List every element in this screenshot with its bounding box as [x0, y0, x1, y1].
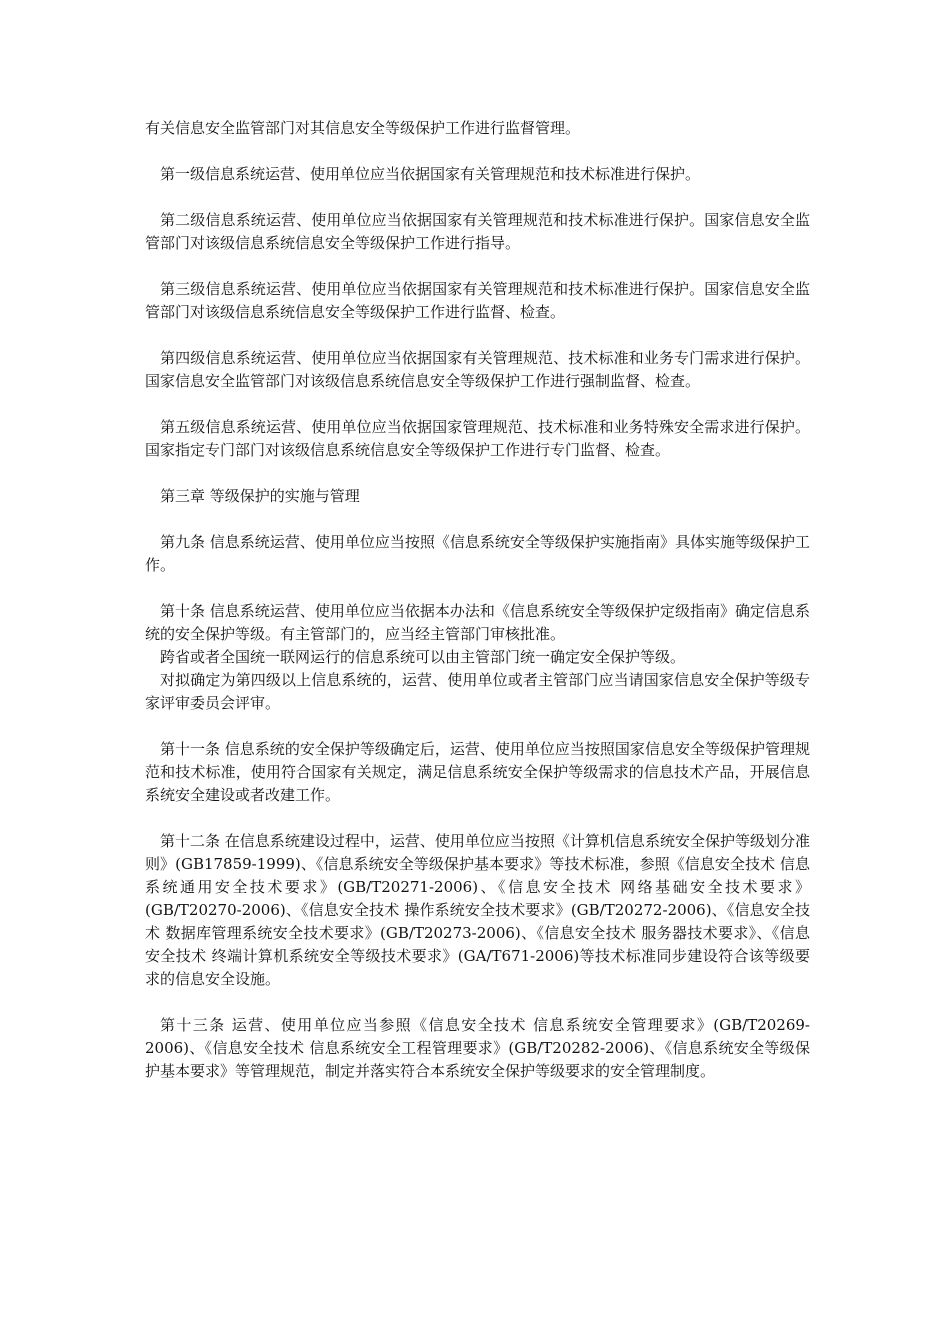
article-9: 第九条 信息系统运营、使用单位应当按照《信息系统安全等级保护实施指南》具体实施等级保护工作。 [145, 533, 810, 574]
paragraph-level-3: 第三级信息系统运营、使用单位应当依据国家有关管理规范和技术标准进行保护。国家信息安全监管部门对该级信息系统信息安全等级保护工作进行监督、检查。 [145, 280, 810, 321]
chapter-heading: 第三章 等级保护的实施与管理 [160, 487, 360, 505]
document-page [145, 117, 810, 1083]
paragraph-level-5: 第五级信息系统运营、使用单位应当依据国家管理规范、技术标准和业务特殊安全需求进行保护。国家指定专门部门对该级信息系统信息安全等级保护工作进行专门监督、检查。 [145, 418, 810, 459]
paragraph-level-1: 第一级信息系统运营、使用单位应当依据国家有关管理规范和技术标准进行保护。 [160, 165, 701, 183]
article-10-clause-2: 跨省或者全国统一联网运行的信息系统可以由主管部门统一确定安全保护等级。 [160, 648, 686, 666]
article-12: 第十二条 在信息系统建设过程中，运营、使用单位应当按照《计算机信息系统安全保护等级划分准则》(GB17859-1999)、《信息系统安全等级保护基本要求》等技术标准，参照《信息安全技术 信息系统通用安全技术要求》(GB/T20271-2006)、《信息安全技术 网络基础安全技术要求》(GB/T20270-2006)、《信息安全技术 操作系统安全技术要求》(GB/T20272-2006)、《信息安全技术 数据库管理系统安全技术要求》(GB/T20273-2006)、《信息安全技术 服务器技术要求》、《信息安全技术 终端计算机系统安全等级技术要求》(GA/T671-2006)等技术标准同步建设符合该等级要求的信息安全设施。 [145, 832, 810, 988]
paragraph-level-4: 第四级信息系统运营、使用单位应当依据国家有关管理规范、技术标准和业务专门需求进行保护。国家信息安全监管部门对该级信息系统信息安全等级保护工作进行强制监督、检查。 [145, 349, 810, 390]
paragraph-level-2: 第二级信息系统运营、使用单位应当依据国家有关管理规范和技术标准进行保护。国家信息安全监管部门对该级信息系统信息安全等级保护工作进行指导。 [145, 211, 810, 252]
article-10: 第十条 信息系统运营、使用单位应当依据本办法和《信息系统安全等级保护定级指南》确定信息系统的安全保护等级。有主管部门的，应当经主管部门审核批准。 [145, 602, 810, 643]
article-13: 第十三条 运营、使用单位应当参照《信息安全技术 信息系统安全管理要求》(GB/T20269-2006)、《信息安全技术 信息系统安全工程管理要求》(GB/T20282-2006)、《信息系统安全等级保护基本要求》等管理规范，制定并落实符合本系统安全保护等级要求的安全管理制度。 [145, 1016, 810, 1080]
article-11: 第十一条 信息系统的安全保护等级确定后，运营、使用单位应当按照国家信息安全等级保护管理规范和技术标准，使用符合国家有关规定，满足信息系统安全保护等级需求的信息技术产品，开展信息系统安全建设或者改建工作。 [145, 740, 810, 804]
article-10-clause-3: 对拟确定为第四级以上信息系统的，运营、使用单位或者主管部门应当请国家信息安全保护等级专家评审委员会评审。 [145, 671, 810, 712]
paragraph-intro: 有关信息安全监管部门对其信息安全等级保护工作进行监督管理。 [145, 119, 581, 137]
